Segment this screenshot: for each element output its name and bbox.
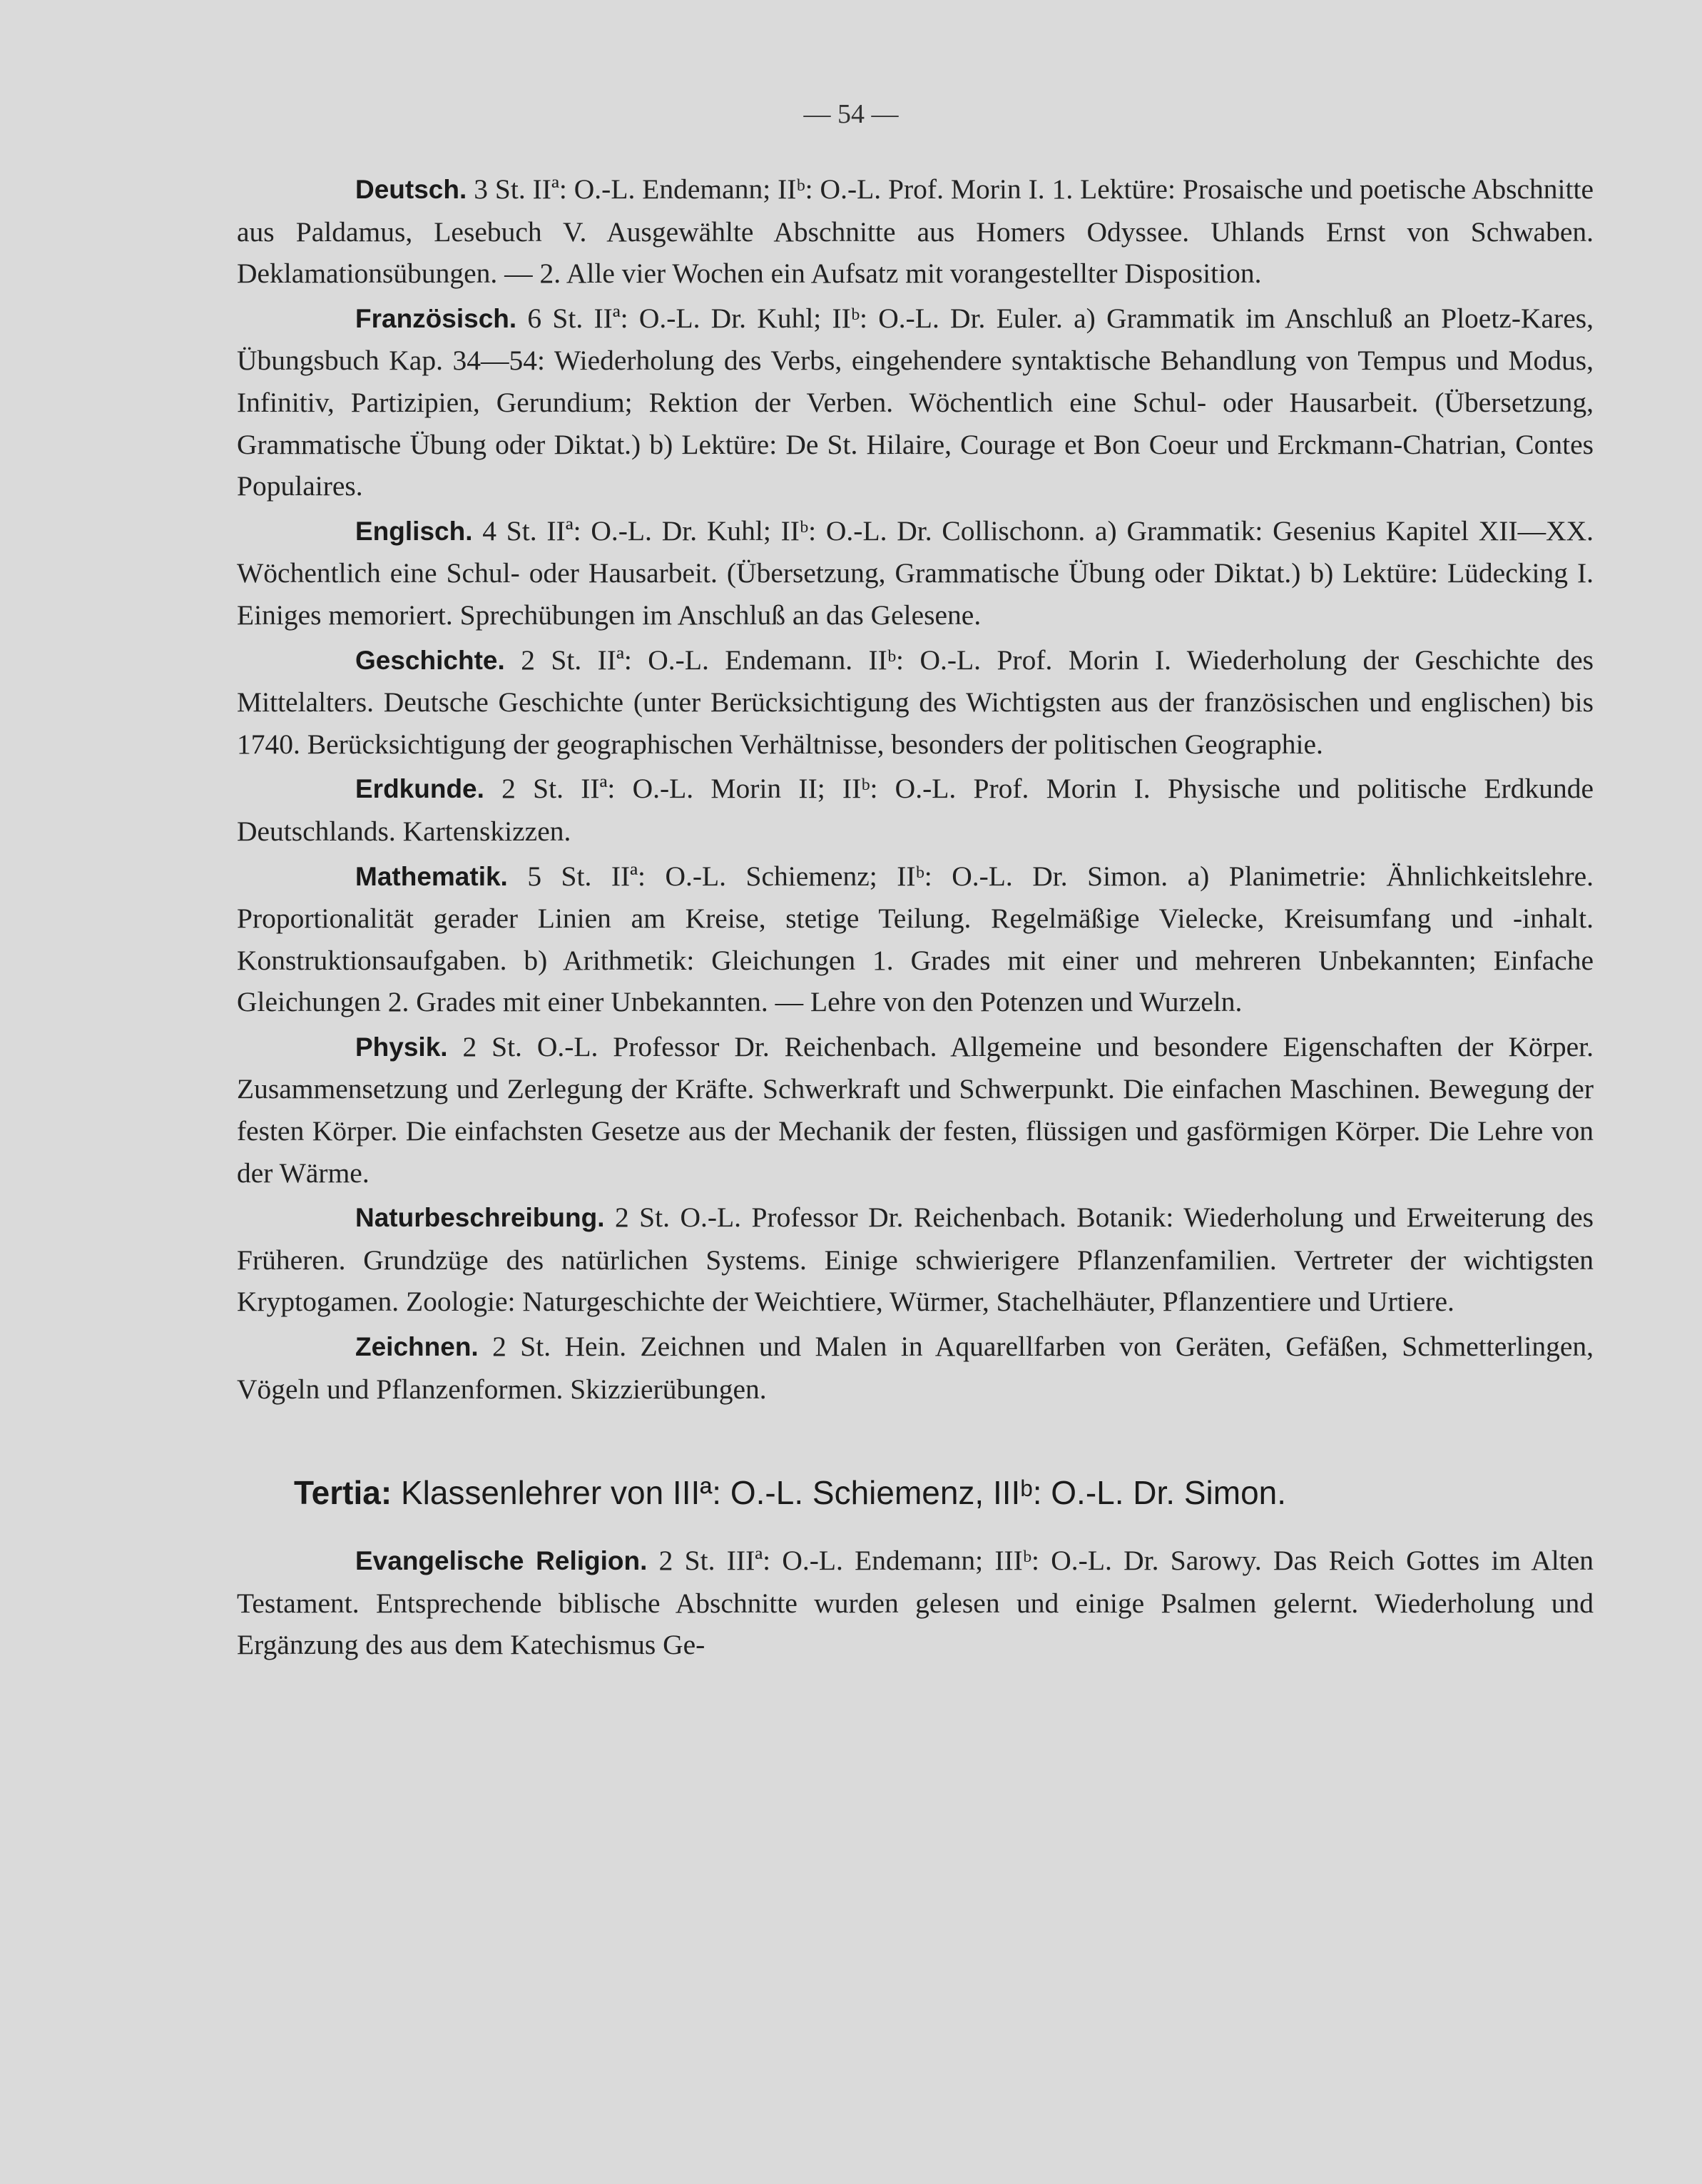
section-erdkunde — [237, 768, 1594, 852]
section-heading: Naturbeschreibung. — [355, 1203, 605, 1233]
section-text: 2 St. O.-L. Professor Dr. Reichenbach. Allgemeine und besondere Eigenschaften der Körper. Zusammensetzung und Zerlegung der Kräfte. Schwerkraft und Schwerpunkt. Die einfachen Maschinen. Bewegung der festen Körper. Die einfachsten Gesetze aus der Mechanik der festen, flüssigen und gasförmigen Körper. Die Lehre von der Wärme. — [237, 1030, 1594, 1189]
section-evangelische-religion — [237, 1540, 1594, 1666]
section-text: 4 St. IIª: O.-L. Dr. Kuhl; IIᵇ: O.-L. Dr. Collischonn. a) Grammatik: Gesenius Kapitel XII—XX. Wöchentlich eine Schul- oder Hausarbeit. (Übersetzung, Grammatische Übung oder Diktat.) b) Lektüre: Lüdecking I. Einiges memoriert. Sprechübungen im Anschluß an das Gelesene. — [237, 514, 1594, 631]
page-content — [237, 168, 1594, 1669]
section-heading: Geschichte. — [355, 645, 505, 675]
section-text: 5 St. IIª: O.-L. Schiemenz; IIᵇ: O.-L. Dr. Simon. a) Planimetrie: Ähnlichkeitslehre. Proportionalität gerader Linien am Kreise, stetige Teilung. Regelmäßige Vielecke, Kreisumfang und -inhalt. Konstruktionsaufgaben. b) Arithmetik: Gleichungen 1. Grades mit einer und mehreren Unbekannten; Einfache Gleichungen 2. Grades mit einer Unbekannten. — Lehre von den Potenzen und Wurzeln. — [237, 860, 1594, 1018]
section-text: 6 St. IIª: O.-L. Dr. Kuhl; IIᵇ: O.-L. Dr. Euler. a) Grammatik im Anschluß an Ploetz-Kares, Übungsbuch Kap. 34—54: Wiederholung des Verbs, eingehendere syntaktische Behandlung von Tempus und Modus, Infinitiv, Partizipien, Gerundium; Rektion der Verben. Wöchentlich eine Schul- oder Hausarbeit. (Übersetzung, Grammatische Übung oder Diktat.) b) Lektüre: De St. Hilaire, Courage et Bon Coeur und Erckmann-Chatrian, Contes Populaires. — [237, 302, 1594, 502]
section-physik — [237, 1026, 1594, 1194]
section-text: 3 St. IIª: O.-L. Endemann; IIᵇ: O.-L. Prof. Morin I. 1. Lektüre: Prosaische und poetische Abschnitte aus Paldamus, Lesebuch V. Ausgewählte Abschnitte aus Homers Odyssee. Uhlands Ernst von Schwaben. Deklamationsübungen. — 2. Alle vier Wochen ein Aufsatz mit vorangestellter Disposition. — [237, 173, 1594, 290]
section-text: 2 St. IIª: O.-L. Endemann. IIᵇ: O.-L. Prof. Morin I. Wiederholung der Geschichte des Mittelalters. Deutsche Geschichte (unter Berücksichtigung des Wichtigsten aus der französischen und englischen) bis 1740. Berücksichtigung der geographischen Verhältnisse, besonders der politischen Geographie. — [237, 644, 1594, 760]
section-heading: Zeichnen. — [355, 1332, 479, 1362]
section-heading: Deutsch. — [355, 175, 467, 204]
page-number: — 54 — — [803, 99, 899, 129]
section-heading: Evangelische Religion. — [355, 1546, 648, 1576]
section-geschichte — [237, 639, 1594, 766]
section-heading: Französisch. — [355, 303, 517, 333]
section-text: 2 St. Hein. Zeichnen und Malen in Aquarellfarben von Geräten, Gefäßen, Schmetterlingen, Vögeln und Pflanzenformen. Skizzierübungen. — [237, 1331, 1594, 1405]
tertia-text: Klassenlehrer von IIIª: O.-L. Schiemenz, IIIᵇ: O.-L. Dr. Simon. — [392, 1474, 1287, 1512]
section-heading: Physik. — [355, 1032, 448, 1062]
section-deutsch — [237, 168, 1594, 295]
tertia-label: Tertia: — [294, 1474, 392, 1512]
section-text: 2 St. IIIª: O.-L. Endemann; IIIᵇ: O.-L. Dr. Sarowy. Das Reich Gottes im Alten Testament. Entsprechende biblische Abschnitte wurden gelesen und einige Psalmen gelernt. Wiederholung und Ergänzung des aus dem Katechismus Ge- — [237, 1545, 1594, 1661]
section-zeichnen — [237, 1326, 1594, 1410]
section-mathematik — [237, 855, 1594, 1023]
tertia-heading — [237, 1471, 1594, 1514]
section-heading: Englisch. — [355, 516, 473, 546]
section-franzoesisch — [237, 298, 1594, 507]
section-heading: Mathematik. — [355, 861, 508, 891]
section-naturbeschreibung — [237, 1197, 1594, 1323]
section-text: 2 St. O.-L. Professor Dr. Reichenbach. Botanik: Wiederholung und Erweiterung des Früheren. Grundzüge des natürlichen Systems. Einige schwierigere Pflanzenfamilien. Vertreter der wichtigsten Kryptogamen. Zoologie: Naturgeschichte der Weichtiere, Würmer, Stachelhäuter, Pflanzentiere und Urtiere. — [237, 1202, 1594, 1318]
section-text: 2 St. IIª: O.-L. Morin II; IIᵇ: O.-L. Prof. Morin I. Physische und politische Erdkunde Deutschlands. Kartenskizzen. — [237, 773, 1594, 847]
section-heading: Erdkunde. — [355, 774, 484, 804]
section-englisch — [237, 510, 1594, 636]
